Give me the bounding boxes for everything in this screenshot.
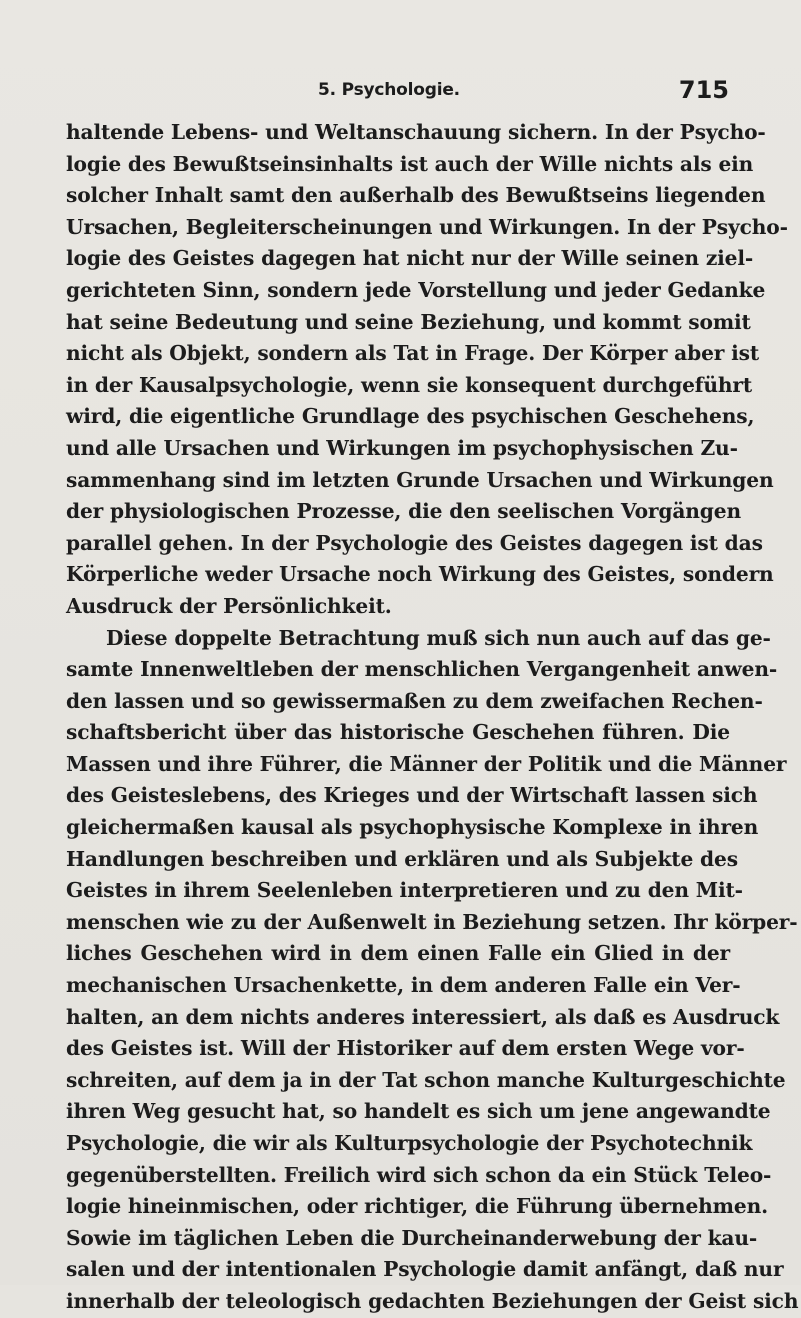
running-head <box>0 76 801 106</box>
text-line: hat seine Bedeutung und seine Beziehung, und kommt somit <box>66 309 751 334</box>
text-line: gerichteten Sinn, sondern jede Vorstellung und jeder Gedanke <box>66 277 766 302</box>
text-line: halten, an dem nichts anderes interessiert, als daß es Ausdruck <box>66 1004 780 1029</box>
text-line: schaftsbericht über das historische Geschehen führen. Die <box>66 720 730 745</box>
text-line: liches Geschehen wird in dem einen Falle ein Glied in der <box>66 941 730 966</box>
text-line: Ausdruck der Persönlichkeit. <box>66 593 392 618</box>
text-line: wird, die eigentliche Grundlage des psychischen Geschehens, <box>66 404 755 429</box>
text-line: Ursachen, Begleiterscheinungen und Wirkungen. In der Psycho- <box>66 214 788 239</box>
text-line: Massen und ihre Führer, die Männer der Politik und die Männer <box>66 751 787 776</box>
paragraph-2 <box>66 623 799 1318</box>
text-line: Handlungen beschreiben und erklären und als Subjekte des <box>66 846 738 871</box>
text-line: ihren Weg gesucht hat, so handelt es sich um jene angewandte <box>66 1099 771 1124</box>
paragraph-1 <box>66 117 788 623</box>
text-line: logie des Bewußtseinsinhalts ist auch der Wille nichts als ein <box>66 151 754 176</box>
text-line: logie des Geistes dagegen hat nicht nur der Wille seinen ziel- <box>66 246 754 271</box>
text-line: Körperliche weder Ursache noch Wirkung des Geistes, sondern <box>66 562 774 587</box>
text-line: salen und der intentionalen Psychologie damit anfängt, daß nur <box>66 1257 784 1282</box>
body-text <box>66 117 799 1318</box>
text-line: der physiologischen Prozesse, die den seelischen Vorgängen <box>66 499 741 524</box>
text-line: Sowie im täglichen Leben die Durcheinanderwebung der kau- <box>66 1225 758 1250</box>
page-number: 715 <box>678 76 729 104</box>
text-line: mechanischen Ursachenkette, in dem anderen Falle ein Ver- <box>66 973 741 998</box>
section-title: 5. Psychologie. <box>318 80 460 100</box>
text-line: haltende Lebens- und Weltanschauung sichern. In der Psycho- <box>66 120 766 144</box>
text-line: in der Kausalpsychologie, wenn sie konsequent durchgeführt <box>66 372 753 397</box>
text-line: menschen wie zu der Außenwelt in Beziehung setzen. Ihr körper- <box>66 909 798 934</box>
text-line: innerhalb der teleologisch gedachten Beziehungen der Geist sich <box>66 1288 799 1313</box>
text-line: Diese doppelte Betrachtung muß sich nun auch auf das ge- <box>106 625 771 650</box>
text-line: Geistes in ihrem Seelenleben interpretieren und zu den Mit- <box>66 878 743 903</box>
text-line: Psychologie, die wir als Kulturpsychologie der Psychotechnik <box>66 1131 753 1155</box>
text-line: schreiten, auf dem ja in der Tat schon manche Kulturgeschichte <box>66 1067 786 1092</box>
text-line: logie hineinmischen, oder richtiger, die Führung übernehmen. <box>66 1194 768 1219</box>
text-line: den lassen und so gewissermaßen zu dem zweifachen Rechen- <box>66 688 763 713</box>
text-line: samte Innenweltleben der menschlichen Vergangenheit anwen- <box>66 657 778 682</box>
text-line: gleichermaßen kausal als psychophysische Komplexe in ihren <box>66 815 759 840</box>
text-line: und alle Ursachen und Wirkungen im psychophysischen Zu- <box>66 435 738 460</box>
text-line: parallel gehen. In der Psychologie des Geistes dagegen ist das <box>66 530 763 555</box>
text-line: sammenhang sind im letzten Grunde Ursachen und Wirkungen <box>66 467 774 492</box>
text-line: solcher Inhalt samt den außerhalb des Bewußtseins liegenden <box>66 183 766 208</box>
text-line: nicht als Objekt, sondern als Tat in Frage. Der Körper aber ist <box>66 341 760 366</box>
text-line: des Geisteslebens, des Krieges und der Wirtschaft lassen sich <box>66 783 758 808</box>
text-line: des Geistes ist. Will der Historiker auf dem ersten Wege vor- <box>66 1036 745 1061</box>
text-line: gegenüberstellten. Freilich wird sich schon da ein Stück Teleo- <box>66 1162 772 1187</box>
